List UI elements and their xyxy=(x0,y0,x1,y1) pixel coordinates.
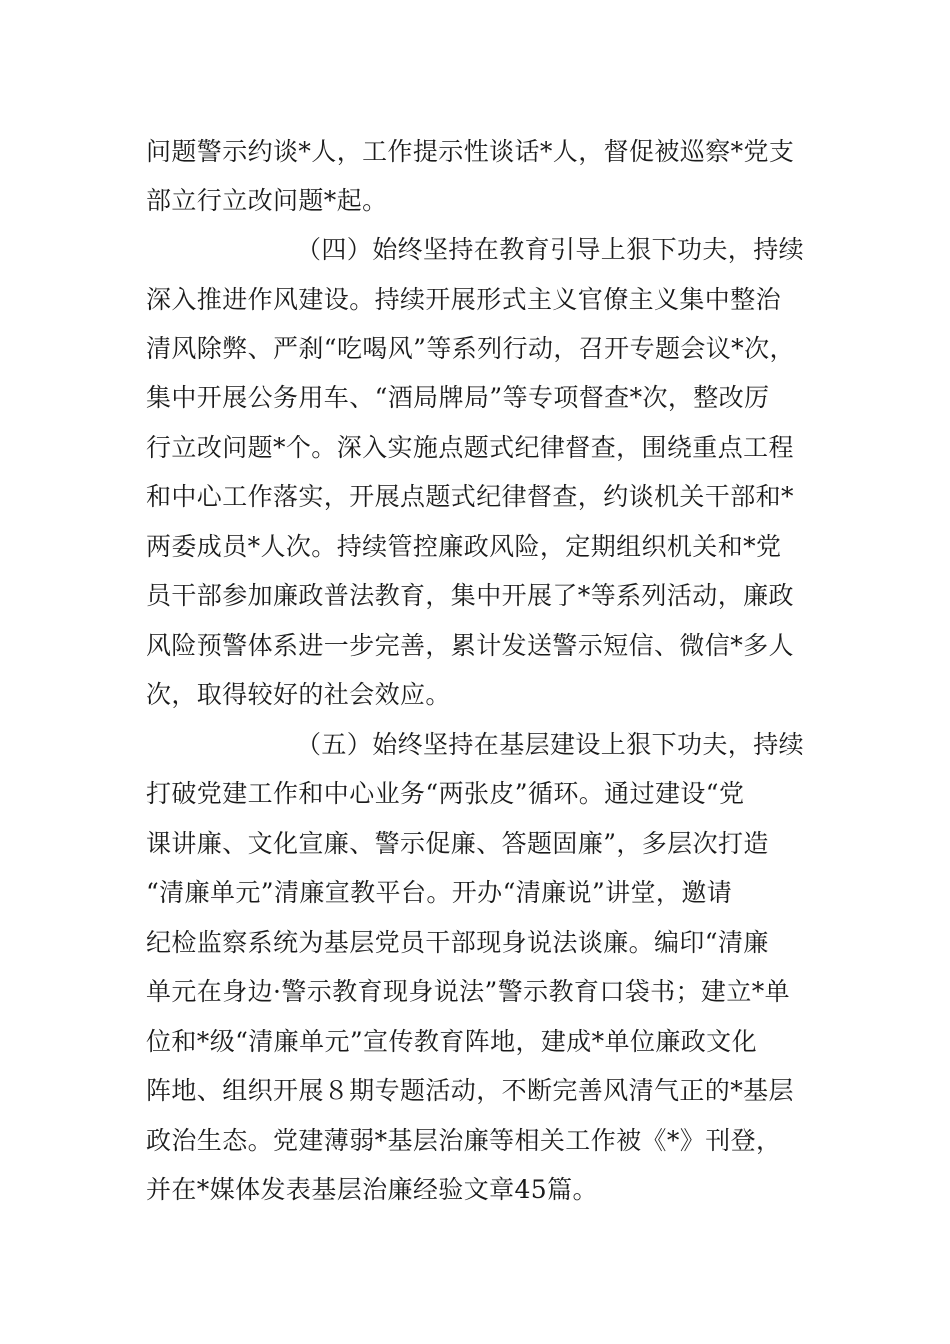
section-heading-line: （五）始终坚持在基层建设上狠下功夫，持续 xyxy=(296,730,805,759)
text-line: 风险预警体系进一步完善，累计发送警示短信、微信*多人 xyxy=(146,631,794,660)
text-line: 深入推进作风建设。持续开展形式主义官僚主义集中整治 xyxy=(146,285,782,314)
text-line: 政治生态。党建薄弱*基层治廉等相关工作被《*》刊登， xyxy=(146,1126,782,1155)
text-line: 问题警示约谈*人，工作提示性谈话*人，督促被巡察*党支 xyxy=(146,137,795,166)
text-line: 位和*级“清廉单元”宣传教育阵地，建成*单位廉政文化 xyxy=(146,1027,757,1056)
text-line: 次，取得较好的社会效应。 xyxy=(146,680,451,709)
text-line: 员干部参加廉政普法教育，集中开展了*等系列活动，廉政 xyxy=(146,581,794,610)
section-heading-line: （四）始终坚持在教育引导上狠下功夫，持续 xyxy=(296,235,805,264)
text-line: 课讲廉、文化宣廉、警示促廉、答题固廉”，多层次打造 xyxy=(146,829,769,858)
text-line: “清廉单元”清廉宣教平台。开办“清廉说”讲堂，邀请 xyxy=(146,878,733,907)
text-line: 部立行立改问题*起。 xyxy=(146,186,388,215)
text-line: 行立改问题*个。深入实施点题式纪律督查，围绕重点工程 xyxy=(146,433,794,462)
text-line: 和中心工作落实，开展点题式纪律督查，约谈机关干部和* xyxy=(146,482,794,511)
text-line: 打破党建工作和中心业务“两张皮”循环。通过建设“党 xyxy=(146,779,745,808)
text-line: 单元在身边·警示教育现身说法”警示教育口袋书；建立*单 xyxy=(146,977,791,1006)
text-line: 阵地、组织开展８期专题活动，不断完善风清气正的*基层 xyxy=(146,1076,794,1105)
text-line: 纪检监察系统为基层党员干部现身说法谈廉。编印“清廉 xyxy=(146,928,769,957)
text-line: 并在*媒体发表基层治廉经验文章45篇。 xyxy=(146,1175,598,1204)
text-line: 两委成员*人次。持续管控廉政风险，定期组织机关和*党 xyxy=(146,532,782,561)
text-line: 清风除弊、严刹“吃喝风”等系列行动，召开专题会议*次， xyxy=(146,334,795,363)
text-line: 集中开展公务用车、“酒局牌局”等专项督查*次，整改厉 xyxy=(146,383,770,412)
